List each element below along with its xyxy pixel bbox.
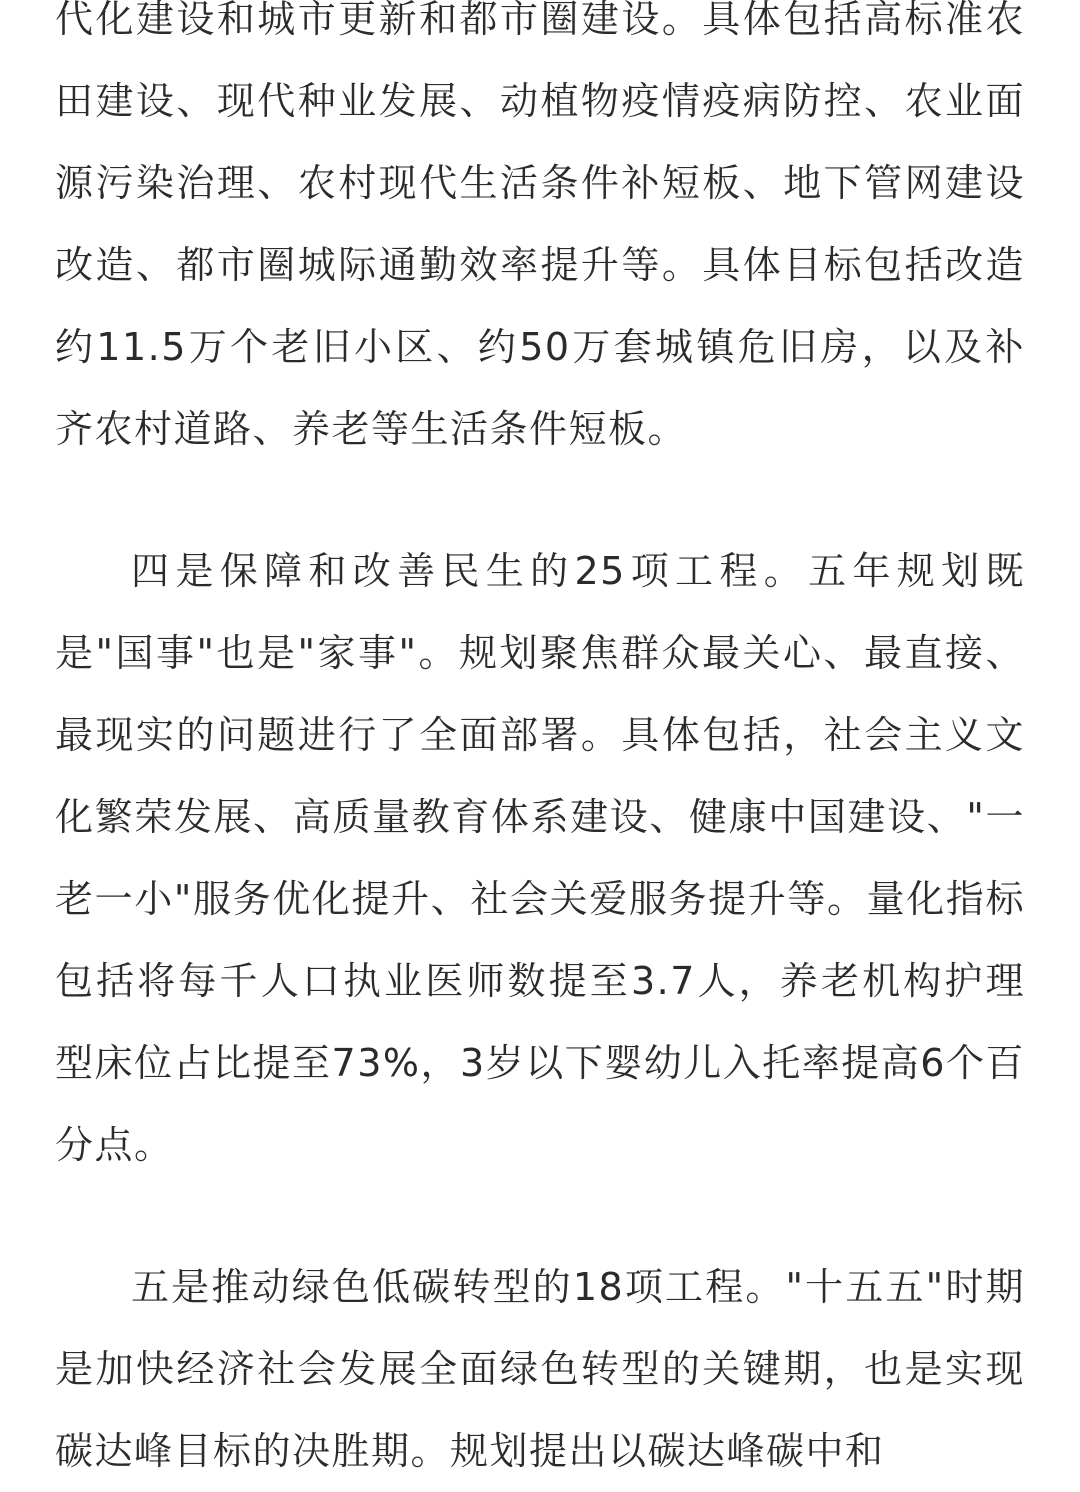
paragraph-livelihood: 四是保障和改善民生的25项工程。五年规划既是"国事"也是"家事"。规划聚焦群众最关心、最直接、最现实的问题进行了全面部署。具体包括，社会主义文化繁荣发展、高质量教育体系建设、健康中国建设、"一老一小"服务优化提升、社会关爱服务提升等。量化指标包括将每千人口执业医师数提至3.7人，养老机构护理型床位占比提至73%，3岁以下婴幼儿入托率提高6个百分点。 (55, 549, 1025, 1167)
paragraph-spacer (55, 1186, 1025, 1246)
paragraph-urban-rural: 代化建设和城市更新和都市圈建设。具体包括高标准农田建设、现代种业发展、动植物疫情疫病防控、农业面源污染治理、农村现代生活条件补短板、地下管网建设改造、都市圈城际通勤效率提升等。具体目标包括改造约11.5万个老旧小区、约50万套城镇危旧房，以及补齐农村道路、养老等生活条件短板。 (55, 0, 1025, 451)
article-body (55, 0, 1025, 1492)
paragraph-green-transition: 五是推动绿色低碳转型的18项工程。"十五五"时期是加快经济社会发展全面绿色转型的关键期，也是实现碳达峰目标的决胜期。规划提出以碳达峰碳中和 (55, 1265, 1025, 1473)
paragraph-spacer (55, 470, 1025, 530)
